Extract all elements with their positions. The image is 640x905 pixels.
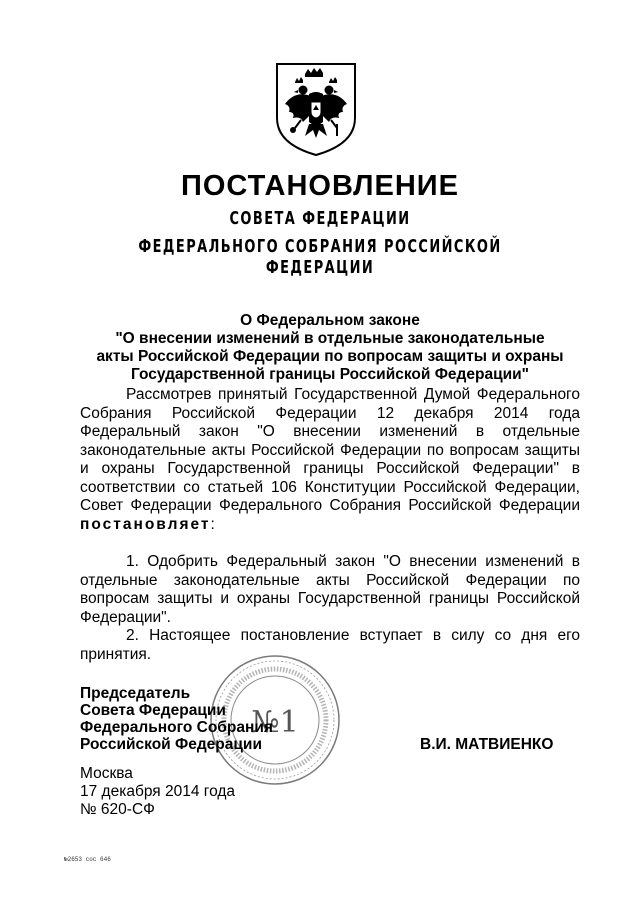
state-emblem-icon [271,60,361,158]
document-number: № 620-СФ [80,801,155,818]
resolution-item-1: 1. Одобрить Федеральный закон "О внесении изменений в отдельные законодательные акты Российской Федерации по вопросам защиты и охраны Государственной границы Российской Федерации". [80,553,580,626]
law-heading-line: "О внесении изменений в отдельные законодательные [115,330,545,347]
law-heading-line: О Федеральном законе [240,312,420,329]
signer-title [80,685,330,753]
preamble-text: Рассмотрев принятый Государственной Думой Федерального Собрания Российской Федерации 12 декабря 2014 года Федеральный закон "О внесении изменений в отдельные законодательные акты Российской Федерации по вопросам защиты и охраны Государственной границы Российской Федерации" в соответствии со статьей 106 Конституции Российской Федерации, Совет Федерации Федерального Собрания Российской Федерации [80,386,580,514]
decree-punctuation: : [210,515,215,533]
decree-word: постановляет [80,515,211,533]
signer-title-line: Совета Федерации [80,702,226,719]
document-title: ПОСТАНОВЛЕНИЕ [181,170,459,202]
resolution-items [80,553,580,664]
seal-number: №1 [251,705,299,740]
place-and-date [80,765,235,819]
law-heading [80,312,580,384]
signer-title-line: Федерального Собрания [80,719,273,736]
signer-name: В.И. МАТВИЕНКО [420,736,554,753]
signer-title-line: Российской Федерации [80,736,262,753]
law-heading-line: акты Российской Федерации по вопросам защиты и охраны [96,348,564,365]
issuer-line-1: СОВЕТА ФЕДЕРАЦИИ [229,208,411,229]
law-heading-line: Государственной границы Российской Федерации" [130,366,530,383]
document-date: 17 декабря 2014 года [80,783,236,800]
issuer-line-2: ФЕДЕРАЛЬНОГО СОБРАНИЯ РОССИЙСКОЙ ФЕДЕРАЦИИ [138,236,502,278]
preamble-paragraph [80,386,580,534]
signer-title-line: Председатель [80,685,191,702]
resolution-item-2: 2. Настоящее постановление вступает в силу со дня его принятия. [80,627,580,663]
city: Москва [80,765,133,782]
footer-print-code: №2653 сос 646 [64,856,111,863]
